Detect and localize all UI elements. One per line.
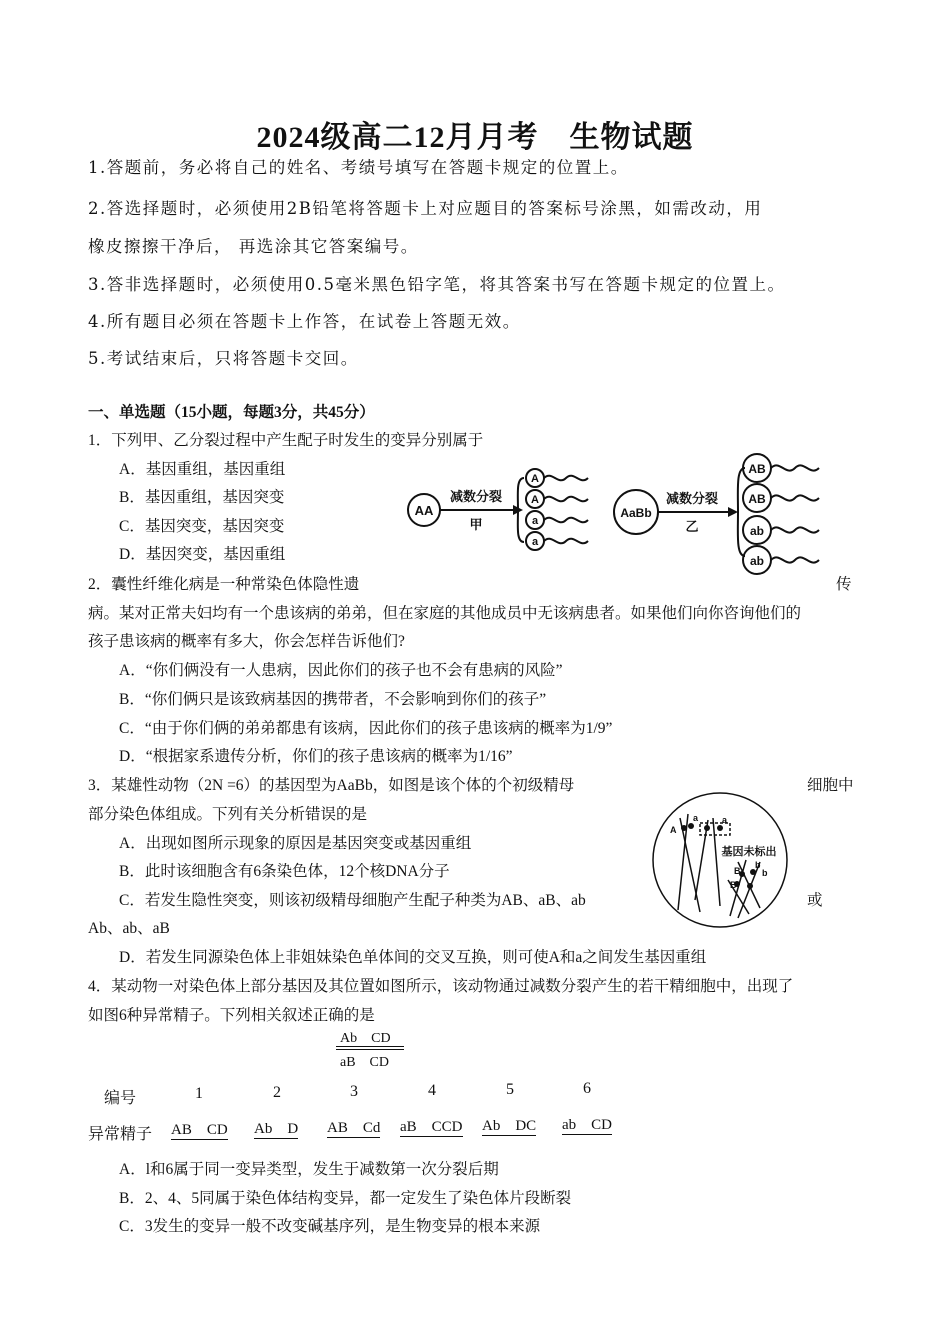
left-gamete-label: A (531, 494, 539, 506)
q3-stem: 3．某雄性动物（2N =6）的基因型为AaBb，如图是该个体的个初级精母 (88, 777, 575, 794)
sperm-number: 5 (506, 1081, 514, 1098)
q3-cell-diagram (650, 790, 790, 930)
gene-label: A (670, 825, 677, 835)
sperm-number: 1 (195, 1085, 203, 1102)
gene-note: 基因未标出 (721, 846, 777, 858)
q4-option-b: B．2、4、5同属于染色体结构变异，都一定发生了染色体片段断裂 (119, 1190, 572, 1207)
sperm-number: 3 (350, 1083, 358, 1100)
sperm-number: 2 (273, 1084, 281, 1101)
sperm-number: 6 (583, 1080, 591, 1097)
chromosome-line (336, 1049, 404, 1050)
q2-option-c: C．“由于你们俩的弟弟都患有该病，因此你们的孩子患该病的概率为1/9” (119, 720, 613, 737)
q3-option-d: D．若发生同源染色体上非姐妹染色单体间的交叉互换，则可使A和a之间发生基因重组 (119, 949, 707, 966)
q3-option-a: A．出现如图所示现象的原因是基因突变或基因重组 (119, 835, 472, 852)
gene-label: a (722, 815, 728, 825)
left-name-label: 甲 (469, 517, 483, 532)
q2-option-b: B．“你们俩只是该致病基因的携带者，不会影响到你们的孩子” (119, 691, 547, 708)
page-title: 2024级高二12月月考 生物试题 (256, 121, 694, 154)
number-row-label: 编号 (104, 1090, 137, 1107)
chromosome-line (336, 1046, 404, 1047)
right-process-label: 减数分裂 (665, 491, 719, 506)
q2-stem: 孩子患该病的概率有多大，你会怎样告诉他们? (88, 633, 405, 650)
chromosome-top: Ab CD (340, 1031, 391, 1046)
abnormal-sperm: ab CD (562, 1117, 612, 1133)
q3-stem: 部分染色体组成。下列有关分析错误的是 (88, 806, 368, 823)
right-gamete-label: ab (749, 554, 765, 568)
left-parent-label: AA (414, 503, 434, 518)
right-parent-label: AaBb (620, 506, 652, 520)
section-heading: 一、单选题（15小题，每题3分，共45分） (88, 404, 375, 421)
q4-stem: 4．某动物一对染色体上部分基因及其位置如图所示，该动物通过减数分裂产生的若干精细胞中，出现了 (88, 978, 794, 995)
right-bracket (738, 468, 745, 556)
sperm-number: 4 (428, 1082, 436, 1099)
q2-stem: 病。某对正常夫妇均有一个患该病的弟弟，但在家庭的其他成员中无该病患者。如果他们向你咨询他们的 (88, 605, 802, 622)
q1-option-b: B．基因重组，基因突变 (119, 489, 285, 506)
right-gamete-label: AB (748, 492, 766, 506)
notice-line: 2.答选择题时，必须使用2B铅笔将答题卡上对应题目的答案标号涂黑，如需改动，用 (88, 199, 763, 218)
q4-option-a: A．l和6属于同一变异类型，发生于减数第一次分裂后期 (119, 1161, 499, 1178)
gene-label: b (755, 860, 761, 870)
notice-line: 橡皮擦擦干净后， 再选涂其它答案编号。 (88, 237, 419, 256)
abnormal-sperm: AB Cd (327, 1120, 381, 1136)
notice-line: 1.答题前，务必将自己的姓名、考绩号填写在答题卡规定的位置上。 (88, 158, 629, 177)
q2-option-a: A．“你们俩没有一人患病，因此你们的孩子也不会有患病的风险” (119, 662, 563, 679)
q2-stem-tail: 传 (836, 576, 852, 593)
abnormal-sperm: AB CD (171, 1122, 228, 1138)
right-gamete-label: AB (748, 462, 766, 476)
gene-label: a (693, 813, 699, 823)
q2-stem: 2．囊性纤维化病是一种常染色体隐性遗 (88, 576, 360, 593)
abnormal-sperm: aB CCD (400, 1119, 463, 1135)
notice-line: 4.所有题目必须在答题卡上作答，在试卷上答题无效。 (88, 312, 521, 331)
notice-line: 5.考试结束后，只将答题卡交回。 (88, 349, 359, 368)
q1-stem: 1．下列甲、乙分裂过程中产生配子时发生的变异分别属于 (88, 432, 484, 449)
gene-label: B (734, 866, 741, 876)
q1-option-d: D．基因突变，基因重组 (119, 546, 286, 563)
sperm-row-label: 异常精子 (88, 1126, 153, 1143)
gene-label: B (730, 880, 737, 890)
gene-label: b (762, 868, 768, 878)
chromosome-bottom: aB CD (340, 1055, 389, 1070)
left-gamete-label: a (531, 515, 539, 527)
cell-outline (653, 793, 787, 927)
q4-stem: 如图6种异常精子。下列相关叙述正确的是 (88, 1007, 375, 1024)
left-gamete-label: a (531, 536, 539, 548)
left-gamete-label: A (531, 473, 539, 485)
left-process-label: 减数分裂 (449, 489, 503, 504)
right-gamete-label: ab (749, 524, 765, 538)
q3-option-b: B．此时该细胞含有6条染色体，12个核DNA分子 (119, 863, 450, 880)
notice-line: 3.答非选择题时，必须使用0.5毫米黑色铅字笔，将其答案书写在答题卡规定的位置上。 (88, 275, 786, 294)
q1-option-c: C．基因突变，基因突变 (119, 518, 285, 535)
q3-option-c: C．若发生隐性突变，则该初级精母细胞产生配子种类为AB、aB、ab (119, 892, 586, 909)
q3-option-c-cont: Ab、ab、aB (88, 920, 170, 937)
right-name-label: 乙 (685, 519, 699, 534)
q1-option-a: A．基因重组，基因重组 (119, 461, 286, 478)
abnormal-sperm: Ab DC (482, 1118, 537, 1134)
q4-option-c: C．3发生的变异一般不改变碱基序列，是生物变异的根本来源 (119, 1218, 541, 1235)
q1-meiosis-diagram (400, 450, 850, 580)
q3-stem-tail: 细胞中 (807, 777, 854, 794)
q2-option-d: D．“根据家系遗传分析，你们的孩子患该病的概率为1/16” (119, 748, 513, 765)
abnormal-sperm: Ab D (254, 1121, 299, 1137)
q3-option-c-tail: 或 (807, 892, 823, 909)
